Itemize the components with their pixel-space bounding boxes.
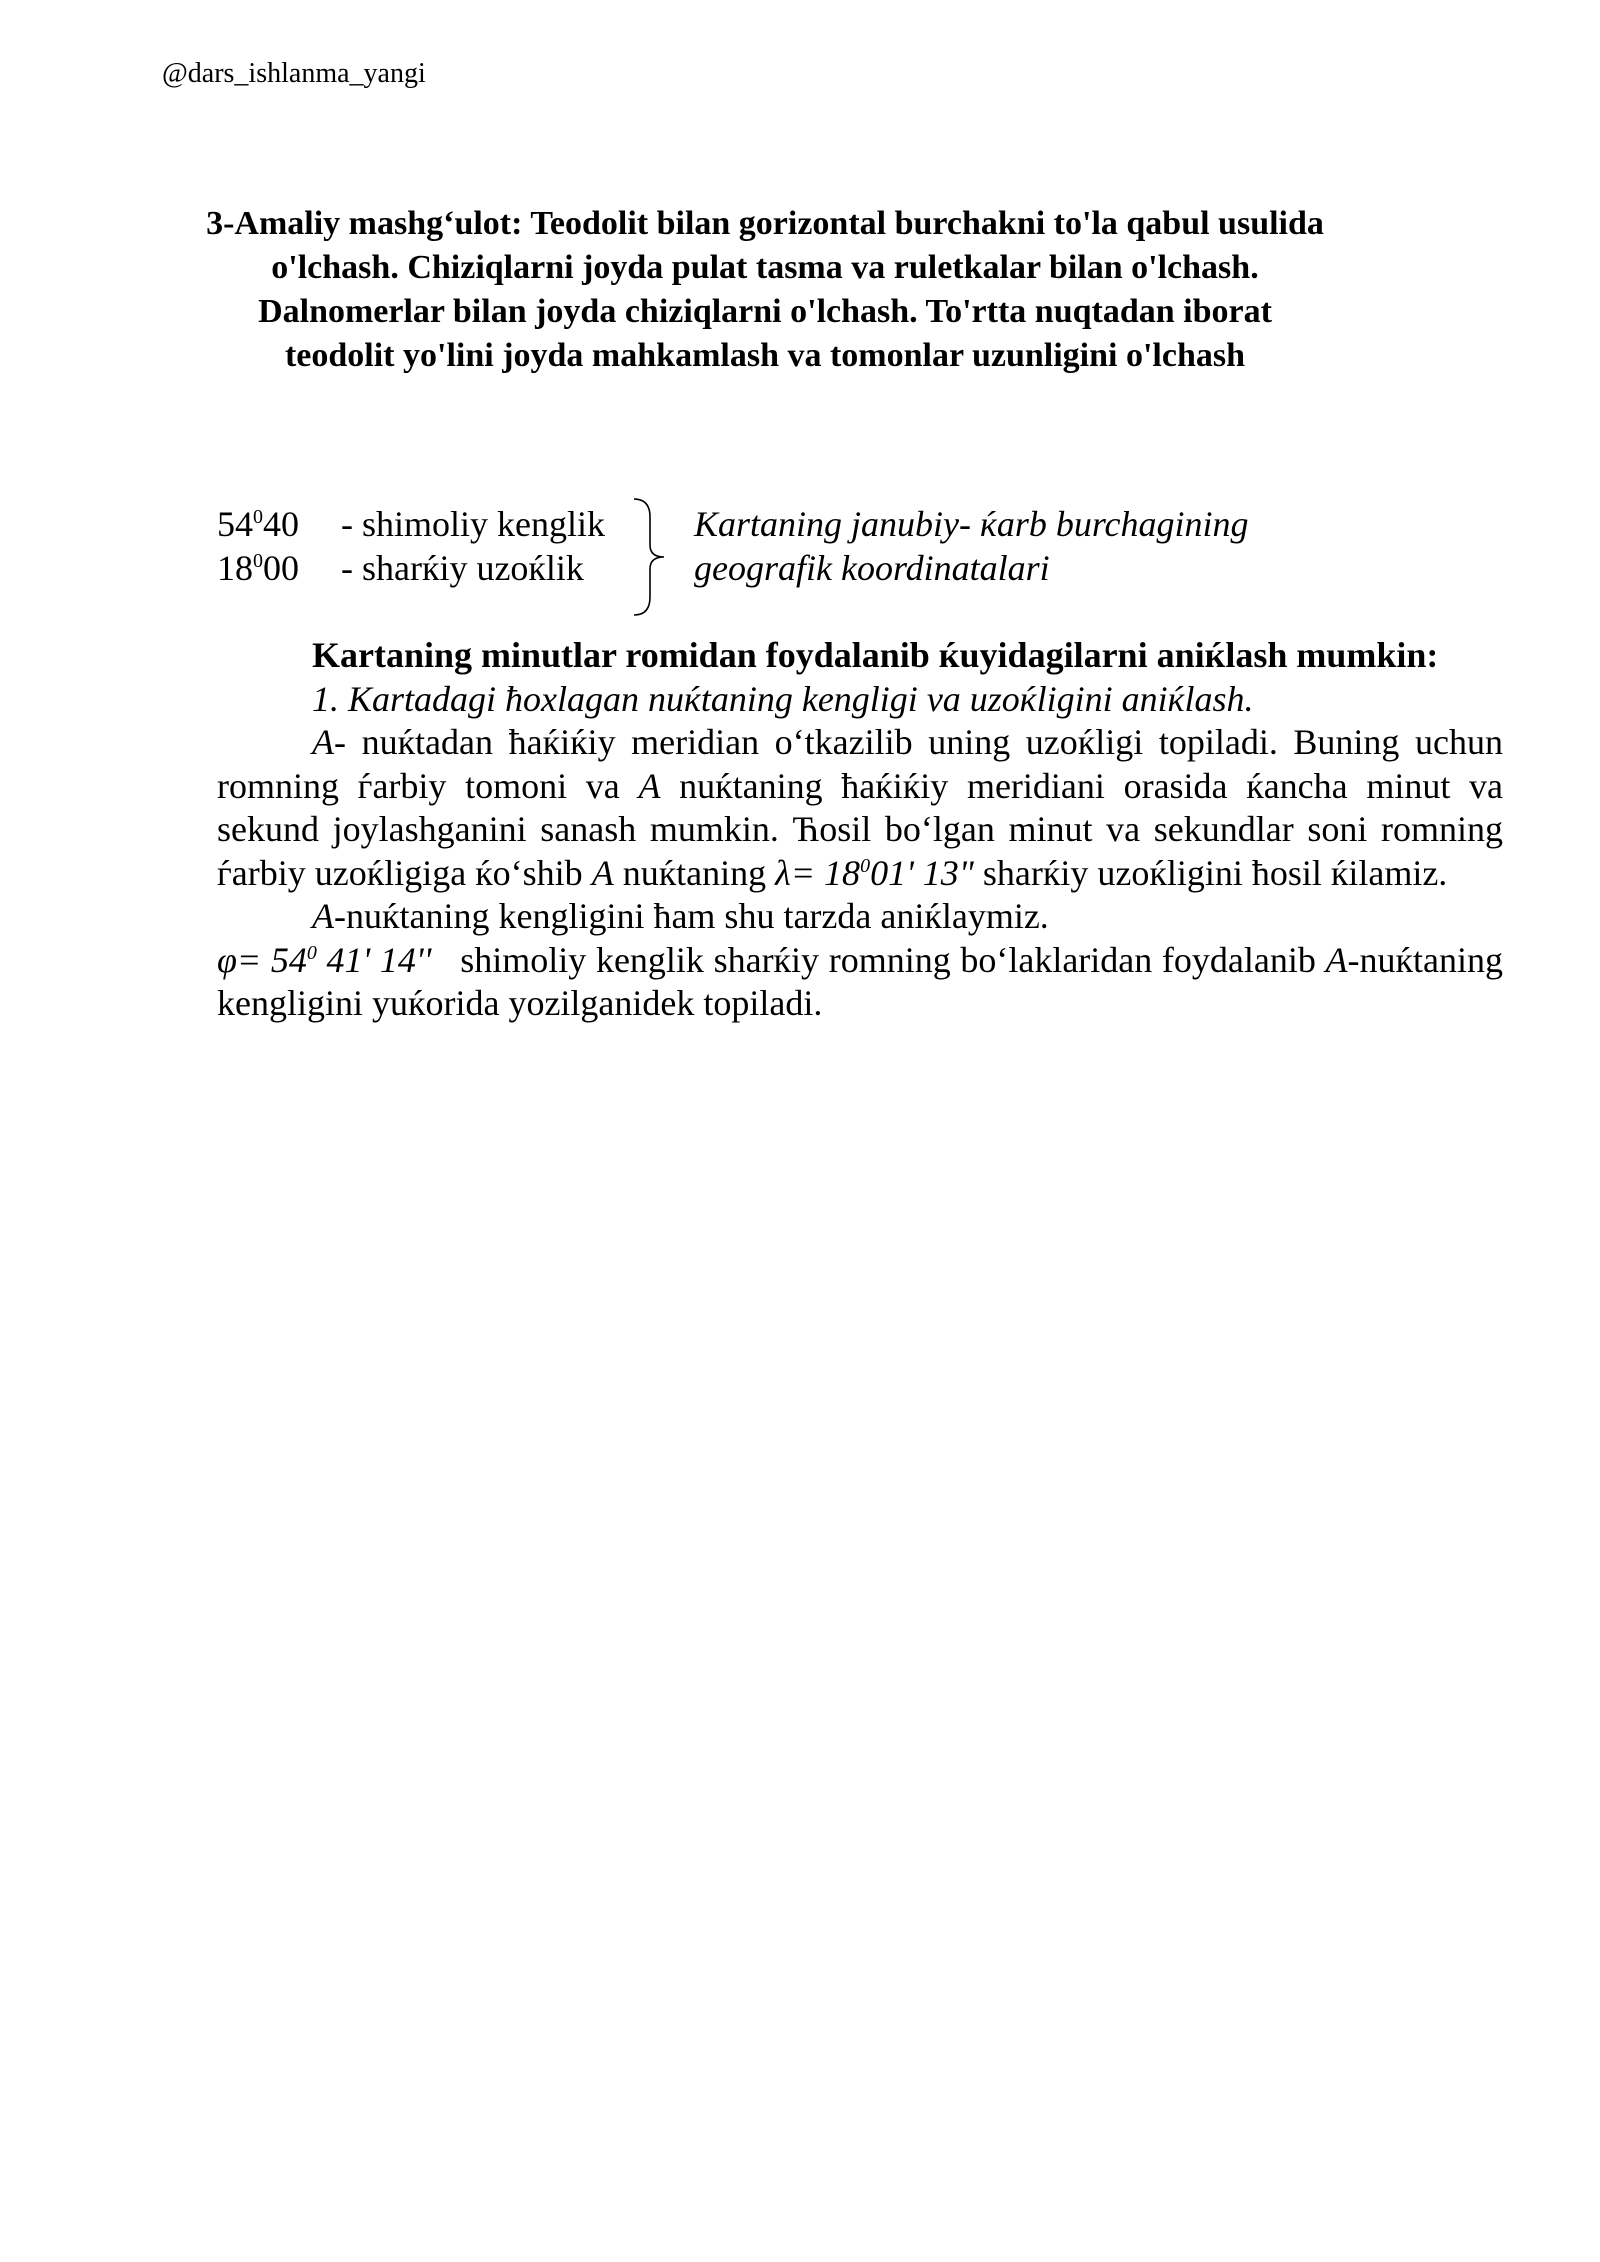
body-text — [217, 634, 1503, 1026]
paragraph-longitude: A- nuќtadan ћaќiќiy meridian o‘tkazilib uning uzoќligi topiladi. Buning uchun romning ѓarbiy tomoni va A nuќtaning ћaќiќiy meridiani orasida ќancha minut va sekund joylashganini sanash mumkin. Ћosil bo‘lgan minut va sekundlar soni romning ѓarbiy uzoќligiga ќo‘shib A nuќtaning $\lambda= 18^001'$ 13" sharќiy uzoќligini ћosil ќilamiz. — [217, 722, 1503, 893]
lambda-formula: $\lambda= 18^001'$ 13" — [775, 852, 974, 893]
coordinates-description-line-2: geografik koordinatalari — [694, 548, 1050, 588]
paragraph-latitude-intro: A-nuќtaning kengligini ћam shu tarzda aniќlaymiz. — [312, 896, 1049, 936]
phi-formula: $\varphi= 54^0$ 41' 14'' — [217, 939, 432, 980]
watermark-text: @dars_ishlanma_yangi — [162, 58, 426, 89]
curly-brace-icon — [632, 497, 672, 617]
coordinates-description-line-1: Kartaning janubiy- ќarb burchagining — [694, 504, 1249, 544]
longitude-value: $18^000$ — [217, 548, 299, 588]
paragraph-latitude: $\varphi= 54^0$ 41' 14'' shimoliy kenglik sharќiy romning bo‘laklaridan foydalanib A-nuќtaning kengligini yuќorida yozilganidek topiladi. — [217, 939, 1503, 1023]
latitude-label: - shimoliy kenglik — [341, 504, 605, 544]
page-title: 3-Amaliy mashg‘ulot: Teodolit bilan gorizontal burchakni to'la qabul usulida o'lchash. Chiziqlarni joyda pulat tasma va ruletkalar bilan o'lchash. Dalnomerlar bilan joyda chiziqlarni o'lchash. To'rtta nuqtadan iborat teodolit yo'lini joyda mahkamlash va tomonlar uzunligini o'lchash — [206, 205, 1324, 374]
longitude-label: - sharќiy uzoќlik — [341, 548, 584, 588]
section-heading: Kartaning minutlar romidan foydalanib ќuyidagilarni aniќlash mumkin: — [312, 635, 1439, 675]
list-item-1: 1. Kartadagi ћoxlagan nuќtaning kengligi va uzoќligini aniќlash. — [312, 678, 1254, 719]
latitude-value: $54^040$ — [217, 504, 299, 544]
